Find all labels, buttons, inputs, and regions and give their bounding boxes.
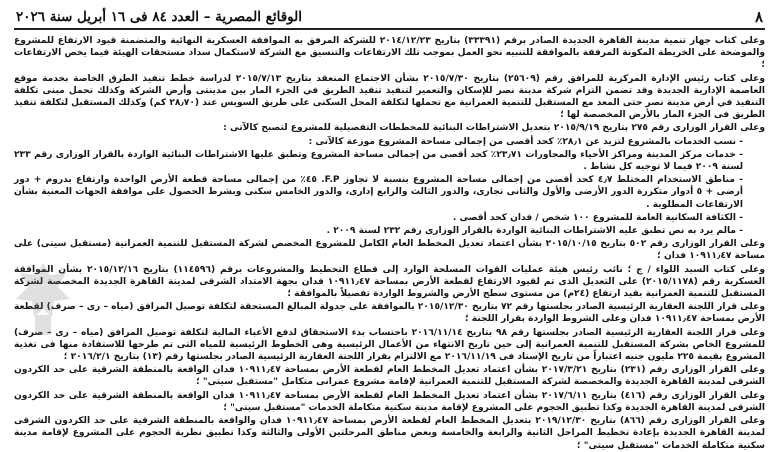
- paragraph: وعلى قرار اللجنة العقارية الرئيسية الصادر بجلستها رقم ٩٨ بتاريخ ٢٠١٦/١١/١٤ باحتساب بدء الاستحقاق لدفع الأعباء المالية لتكلفة توصيل المرافق (مياه – رى – صرف) للمشروع الخاص بشركة المستقبل للتنمية العمرانية إلى حين تاريخ الانتهاء من الأعمال الرئيسية وهى الخطوط الرئيسية للمياه التى تم طرحها للاستفادة منها فى تغذية المشروع بقيمة ٢٢٥ مليون جنيه اعتباراً من تاريخ الإسناد فى ٢٠١٦/١١/١٩ مع الالتزام بقرار اللجنة العقارية الرئيسية الصادر بجلستها رقم (١٣) بتاريخ ٢٠١٦/٢/١ ؛: [14, 327, 765, 363]
- paragraph: وعلى القرار الوزارى رقم ٢٧٥ بتاريخ ٢٠١٥/٩/١٩ بتعديل الاشتراطات البنائية للمخططات التفصيلية للمشروع لتصبح كالآتى :: [223, 123, 765, 134]
- page-header: [14, 6, 765, 30]
- document-body: [14, 35, 765, 452]
- bullet-item: - خدمات مركز المدينة ومراكز الأحياء والمجاورات ٢٣٫٧١٪ كحد أقصى من إجمالى مساحة المشروع وتطبق عليها الاشتراطات البنائية الواردة بالقرار الوزارى رقم ٢٣٣ لسنة ٢٠٠٩ فيما لا توجيه كل نشاط .: [14, 149, 765, 173]
- eagle-watermark-icon: [8, 255, 78, 345]
- bullet-item: - الكثافة السكانية العامة للمشروع ١٠٠ شخص / فدان كحد أقصى .: [14, 212, 765, 224]
- paragraph: وعلى كتاب السيد اللواء / ج ؛ نائب رئيس هيئة عمليات القوات المسلحة الوارد إلى قطاع التخطيط والمشروعات برقم (١١٤٥٩٦) بتاريخ ٢٠١٥/١٢/١٦ بشأن الموافقة العسكرية رقم (٢٠١٥/١١٧٨) على التعديل الذى تم لقيود الارتفاع لقطعة الأرض بمساحة ١٠٩١١٫٤٧ فدان بجهة الامتداد الشرقى لمدينة القاهرة الجديدة المخصصة لشركة المستقبل للتنمية العمرانية بقيد ارتفاع (٢٤م) من مستوى سطح الأرض والشروط الواردة تفصيلاً بالموافقة ؛: [14, 264, 766, 300]
- paragraph: وعلى كتاب جهاز تنمية مدينة القاهرة الجديدة الصادر برقم (٣٣٣٩١) بتاريخ ٢٠١٤/١٢/٢٣ للشركة المرفق به الموافقة العسكرية النهائية والمتضمنة قيود الارتفاع للمشروع والموضحة على الخريطة المكونة المرفقة بالموافقة للتنبيه نحو العمل بموجب تلك الارتفاعات والتنسيق مع الشركة لاستكمال سداد مستحقات الهيئة فيما يخص الارتفاعات ؛: [14, 36, 765, 71]
- bullet-item: - مالم يرد به نص تطبق عليه الاشتراطات البنائية الواردة بالقرار الوزارى رقم ٢٣٢ لسنة ٢٠٠٩ .: [14, 225, 765, 237]
- paragraph: وعلى القرار الوزارى رقم (٨٦٦) بتاريخ ٢٠١٩/١٢/٣٠ بتعديل المخطط العام لقطعة الأرض بمساحة ١٠٩١١٫٤٧ فدان والواقعة بالمنطقة الشرقية على حد الكردون الشرقى لمدينة القاهرة الجديدة بإعادة تخطيط المراحل الثانية والرابعة والخامسة وبعض مناطق المرحلتين الأولى والثالثة وكذا تطبيق نظرية الحجوم على المشروع لإقامة مدينة سكنية متكاملة الخدمات "مستقبل سيتى" ؛: [14, 416, 765, 451]
- paragraph: وعلى القرار الوزارى رقم (٤١٦) بتاريخ ٢٠١٧/٦/١١ بشأن اعتماد تعديل المخطط العام لقطعة الأرض بمساحة ١٠٩١١٫٤٧ فدان الواقعة بالمنطقة الشرقية على حد الكردون الشرقى لمدينة القاهرة الجديدة وكذا تطبيق الحجوم على المشروع لإقامة مدينة سكنية متكاملة الخدمات "مستقبل سيتى" ؛: [14, 390, 765, 413]
- gazette-title: الوقائع المصرية – العدد ٨٤ فى ١٦ أبريل سنة ٢٠٢٦: [16, 9, 303, 25]
- paragraph: وعلى كتاب رئيس الإدارة المركزية للمرافق رقم (٢٥٦٠٩) بتاريخ ٢٠١٥/٧/٣٠ بشأن الاجتماع المنعقد بتاريخ ٢٠١٥/٧/١٣ لدراسة خطط تنفيذ الطرق الخاصة بخدمة موقع العاصمة الإدارية الجديدة وقد تضمن التزام شركة مدينة نصر للإسكان والتعمير لتنفيذ تنفيذ الطريق في الجزء المار بين مدينتى وأرض الشركة وكذلك تحمل مبنى تكلفة التنفيذ في أرض مدينة نصر حتى المعد مع المستقبل للتنمية العمرانية مع تحملها لتكلفة المحل السكنى على طريق السويس عند (٢٨٫٧٠ كم) وكذلك المستقبل لتكلفة تنفيذ الطريق فى الجزء المار بالأرض المخصصة لها ؛: [14, 73, 766, 121]
- bullet-item: - مناطق الاستخدام المختلط ٤٫٧ كحد أقصى من إجمالى مساحة المشروع بنسبة لا تجاوز F.P. ٤٥٪ من إجمالى مساحة قطعة الأرض الواحدة وارتفاع بدروم + دور أرضى + ٥ أدوار متكررة الدور الأرضى والأول والثانى تجارى، والدور الثالث والرابع إدارى، والدور الخامس سكنى وبشرط الحصول على موافقة الجهات المعنية بشأن الارتفاعات المطلوبة .: [14, 174, 765, 211]
- page-number: ٨: [754, 8, 763, 26]
- paragraph: وعلى القرار الوزارى رقم (٢٣١) بتاريخ ٢٠١٧/٣/٢١ بشأن اعتماد تعديل المخطط العام لقطعة الأرض بمساحة ١٠٩١١٫٤٧ فدان الواقعة بالمنطقة الشرقية على حد الكردون الشرقى لمدينة القاهرة الجديدة والمخصصة لشركة المستقبل للتنمية العمرانية لإقامة مشروع عمرانى متكامل "مستقبل سيتى" ؛: [14, 365, 765, 388]
- paragraph: وعلى القرار الوزارى رقم ٥٠٢ بتاريخ ٢٠١٥/١٠/١٥ بشأن اعتماد تعديل المخطط العام الكامل للمشروع المخصص لشركة المستقبل للتنمية العمرانية (مستقبل سيتى) على مساحة ١٠٩١١٫٤٧ فدان ؛: [14, 239, 765, 262]
- paragraph: وعلى قرار اللجنة العقارية الرئيسية الصادر بجلستها رقم ٧٢ بتاريخ ٢٠١٥/١٢/٣٠ بالموافقة على جدولة المبالغ المستحقة لتكلفة توصيل المرافق (مياه – رى – صرف) لقطعة الأرض بمساحة ١٠٩١١٫٤٧ فدان وعلى الشروط الواردة بقرار اللجنة ؛: [14, 302, 766, 325]
- bullet-item: - نسب الخدمات بالمشروع لتزيد عن ٢٨٫١٪ كحد أقصى من إجمالى مساحة المشروع موزعة كالآتى :: [14, 136, 765, 148]
